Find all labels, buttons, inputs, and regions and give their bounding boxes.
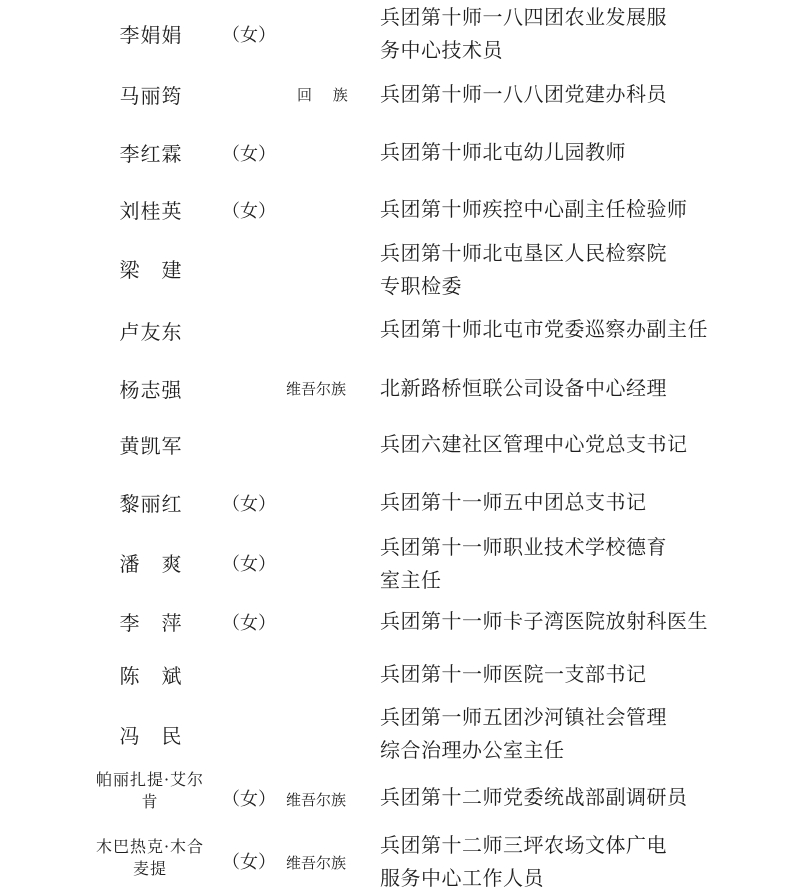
work-unit [380, 193, 710, 226]
gender-note: （女） [222, 852, 276, 873]
person-name: 黄凯军 [119, 434, 183, 458]
ethnicity-note: 回 族 [297, 86, 356, 104]
work-unit-line: 兵团第十师一八八团党建办科员 [380, 82, 667, 106]
ethnicity-note: 维吾尔族 [286, 380, 347, 398]
work-unit-line: 兵团第十一师医院一支部书记 [380, 662, 647, 686]
work-unit-line: 兵团第十一师职业技术学校德育 [380, 535, 667, 559]
work-unit [380, 78, 710, 111]
work-unit [380, 486, 710, 519]
person-name: 卢友东 [119, 320, 183, 344]
work-unit [380, 237, 710, 303]
work-unit [380, 372, 710, 405]
work-unit-line: 北新路桥恒联公司设备中心经理 [380, 376, 667, 400]
gender-note: （女） [222, 613, 276, 634]
person-name: 杨志强 [119, 378, 183, 402]
person-name: 梁 建 [119, 258, 183, 282]
work-unit-line: 兵团第十师疾控中心副主任检验师 [380, 197, 688, 221]
work-unit-line: 兵团第十二师党委统战部副调研员 [380, 785, 688, 809]
person-name: 冯 民 [119, 724, 183, 748]
work-unit [380, 531, 710, 597]
work-unit-line: 兵团第十师北屯市党委巡察办副主任 [380, 317, 708, 341]
work-unit-line: 兵团第十一师五中团总支书记 [380, 490, 647, 514]
work-unit-line: 兵团六建社区管理中心党总支书记 [380, 432, 688, 456]
person-name: 马丽筠 [119, 84, 183, 108]
work-unit-line: 务中心技术员 [380, 38, 503, 62]
person-name: 李娟娟 [119, 23, 183, 47]
work-unit-line: 综合治理办公室主任 [380, 738, 565, 762]
work-unit-line: 兵团第十二师三坪农场文体广电 [380, 833, 667, 857]
work-unit [380, 1, 710, 67]
work-unit-line: 兵团第十师北屯幼儿园教师 [380, 140, 626, 164]
person-name: 潘 爽 [119, 552, 183, 576]
gender-note: （女） [222, 789, 276, 810]
work-unit [380, 701, 710, 767]
ethnicity-note: 维吾尔族 [286, 854, 347, 872]
work-unit [380, 136, 710, 169]
work-unit-line: 兵团第一师五团沙河镇社会管理 [380, 705, 667, 729]
work-unit [380, 658, 710, 691]
work-unit [380, 781, 710, 814]
work-unit-line: 兵团第十师一八四团农业发展服 [380, 5, 667, 29]
work-unit [380, 428, 710, 461]
gender-note: （女） [222, 494, 276, 515]
person-name: 黎丽红 [119, 492, 183, 516]
person-name: 李红霖 [119, 142, 183, 166]
work-unit [380, 313, 710, 346]
gender-note: （女） [222, 144, 276, 165]
person-name: 帕丽扎提·艾尔肯 [95, 770, 205, 811]
ethnicity-note: 维吾尔族 [286, 791, 347, 809]
gender-note: （女） [222, 25, 276, 46]
work-unit-line: 兵团第十一师卡子湾医院放射科医生 [380, 609, 708, 633]
work-unit [380, 829, 710, 895]
work-unit [380, 605, 710, 638]
person-name: 李 萍 [119, 611, 183, 635]
gender-note: （女） [222, 201, 276, 222]
person-name: 陈 斌 [119, 664, 183, 688]
work-unit-line: 室主任 [380, 568, 442, 592]
person-name: 刘桂英 [119, 199, 183, 223]
gender-note: （女） [222, 554, 276, 575]
person-name: 木巴热克·木合麦提 [95, 837, 205, 878]
work-unit-line: 服务中心工作人员 [380, 866, 544, 890]
work-unit-line: 兵团第十师北屯垦区人民检察院 [380, 241, 667, 265]
work-unit-line: 专职检委 [380, 274, 462, 298]
